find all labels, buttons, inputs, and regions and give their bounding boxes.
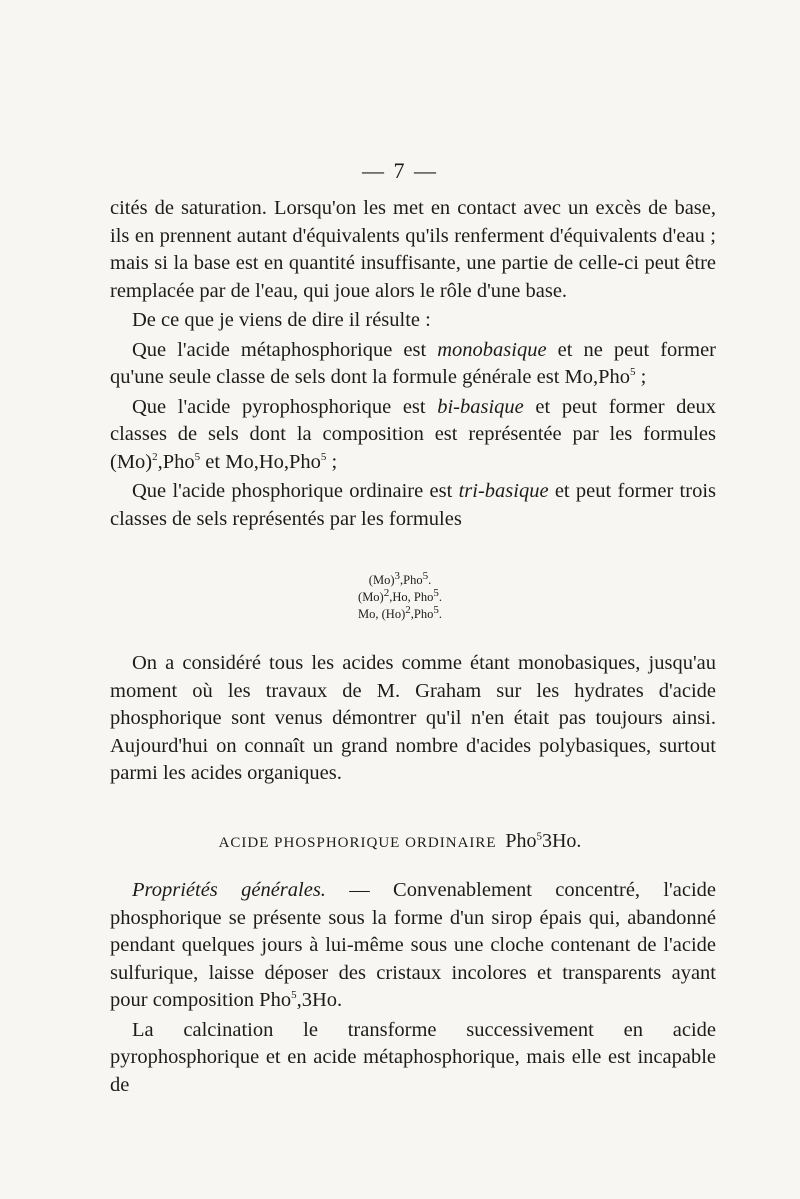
subheading-proprietes: Propriétés générales. [132,879,326,901]
paragraph-resulte: De ce que je viens de dire il résulte : [132,309,431,331]
paragraph-proprietes: Propriétés générales. — Convenablement concentré, l'acide phosphorique se présente sous la forme d'un sirop épais qui, abandonné pendant quelques jours à lui-même sous une cloche contenant de l'acide sulfurique, laisse déposer des cristaux incolores et transparents ayant pour composition Pho$^5$,3Ho. [110,879,716,1011]
heading-formula: Pho$^5$3Ho. [505,830,582,852]
paragraph-calcination: La calcination le transforme successivement en acide pyrophosphorique et en acide métaphosphorique, mais elle est incapable de [110,1018,716,1096]
term-bibasique: bi-basique [437,395,524,418]
paragraph-saturation: cités de saturation. Lorsqu'on les met en contact avec un excès de base, ils en prennent autant d'équivalents qu'ils renferment d'équivalents d'eau ; mais si la base est en quantité insuffisante, une partie de celle-ci peut être remplacée par de l'eau, qui joue alors le rôle d'une base. [110,197,716,302]
middle-text-block [110,650,716,788]
formula-line: $(Mo)^2,Ho$, Pho$^5$. [358,586,442,604]
upper-text-block [110,195,716,535]
section-heading [0,830,800,853]
paragraph-pyrophosphorique: Que l'acide pyrophosphorique est bi-basique et peut former deux classes de sels dont la composition est représentée par les formules $(Mo)^2,Pho^5$ et Mo,Ho,Pho$^5$ ; [110,395,716,473]
paragraph-metaphosphorique: Que l'acide métaphosphorique est monobasique et ne peut former qu'une seule classe de sels dont la formule générale est Mo,Pho$^5$ ; [110,338,717,388]
heading-title: ACIDE PHOSPHORIQUE ORDINAIRE [218,835,497,851]
paragraph-graham: On a considéré tous les acides comme étant monobasiques, jusqu'au moment où les travaux de M. Graham sur les hydrates d'acide phosphorique sont venus démontrer qu'il n'en était pas toujours ainsi. Aujourd'hui on connaît un grand nombre d'acides polybasiques, surtout parmi les acides organiques. [110,652,716,784]
page-number: — 7 — [362,158,438,183]
paragraph-phosphorique-ordinaire: Que l'acide phosphorique ordinaire est tri-basique et peut former trois classes de sels représentés par les formules [110,480,716,530]
term-monobasique: monobasique [437,338,547,361]
formula-line: Mo, $(Ho)^2,Pho^5$. [358,603,442,621]
lower-text-block [110,877,716,1101]
formula-list [0,569,800,623]
formula-line: $(Mo)^3,Pho^5$. [368,569,432,587]
term-tribasique: tri-basique [458,480,549,502]
